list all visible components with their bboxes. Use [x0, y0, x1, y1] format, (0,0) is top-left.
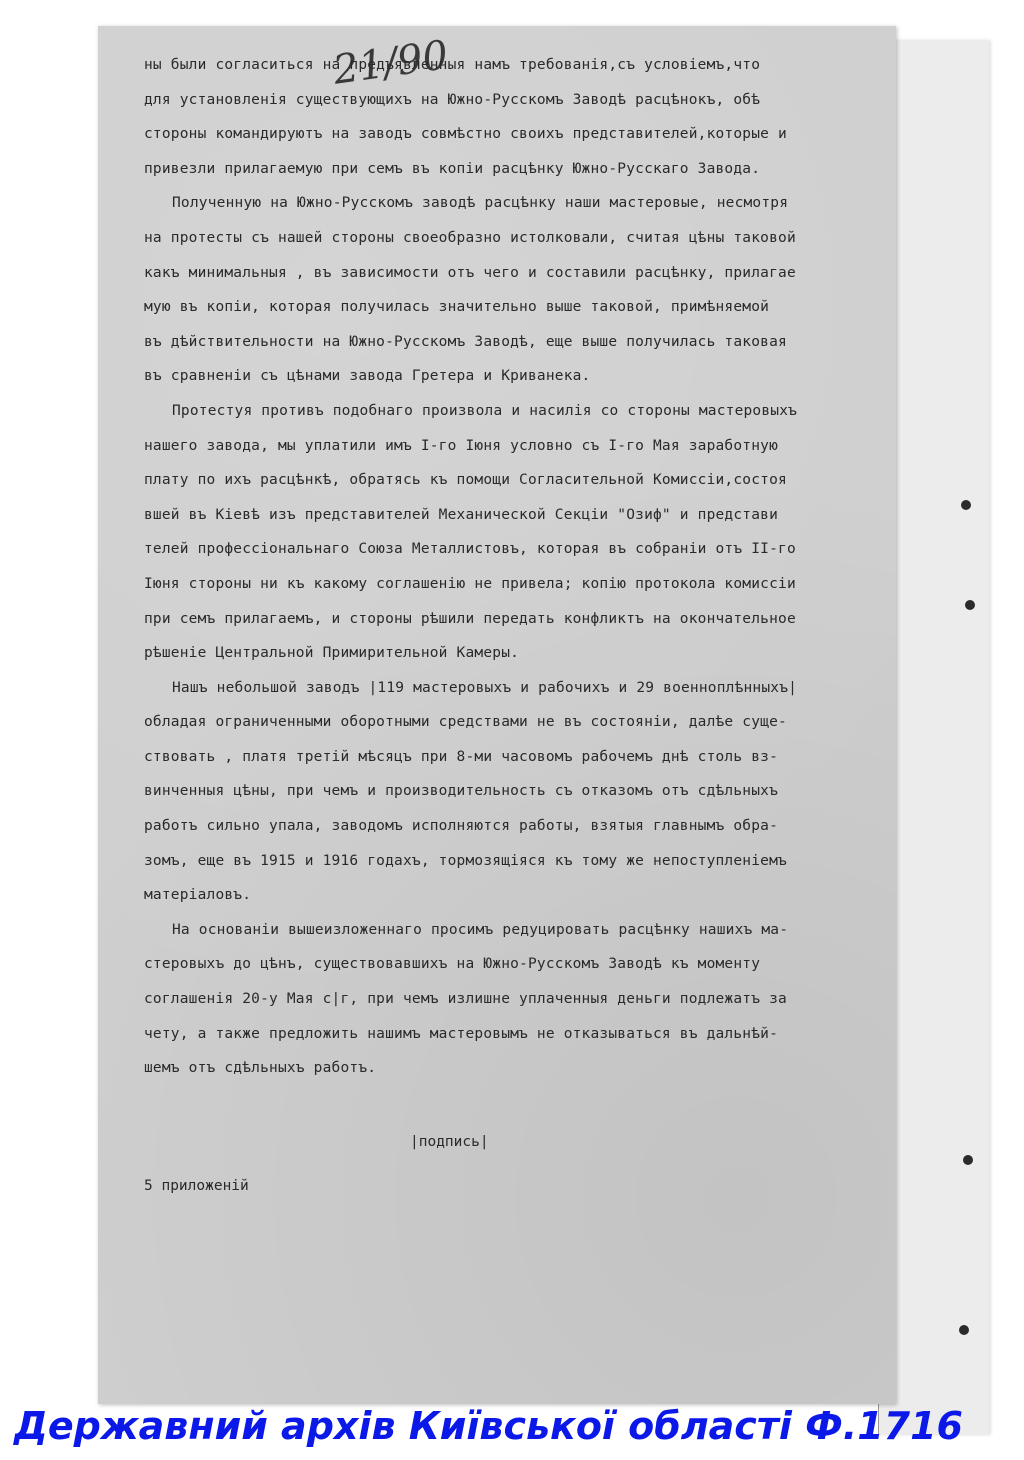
- text-line: вшей въ Кіевѣ изъ представителей Механической Секціи "Озиф" и представи: [144, 506, 779, 523]
- text-line: стеровыхъ до цѣнъ, существовавшихъ на Южно-Русскомъ Заводѣ къ моменту: [144, 956, 761, 973]
- document-body: [144, 48, 886, 1086]
- binder-hole: [959, 1325, 969, 1335]
- text-line: нашего завода, мы уплатили имъ I-го Іюня условно съ I-го Мая заработную: [144, 437, 779, 454]
- paragraph: [144, 48, 886, 186]
- text-line: матеріаловъ.: [144, 887, 252, 904]
- text-line: чету, а также предложить нашимъ мастеровымъ не отказываться въ дальнѣй-: [144, 1025, 779, 1042]
- text-line: на протесты съ нашей стороны своеобразно истолковали, считая цѣны таковой: [144, 229, 796, 246]
- text-line: На основаніи вышеизложеннаго просимъ редуцировать расцѣнку нашихъ ма-: [172, 921, 789, 938]
- text-line: какъ минимальныя , въ зависимости отъ чего и составили расцѣнку, прилагае: [144, 264, 796, 281]
- text-line: привезли прилагаемую при семъ въ копіи расцѣнку Южно-Русскаго Завода.: [144, 160, 761, 177]
- attachments-note: 5 приложеній: [144, 1178, 249, 1194]
- text-line: работъ сильно упала, заводомъ исполняются работы, взятыя главнымъ обра-: [144, 818, 779, 835]
- text-line: Іюня стороны ни къ какому соглашенію не привела; копію протокола комиссіи: [144, 575, 796, 592]
- text-line: зомъ, еще въ 1915 и 1916 годахъ, тормозящіяся къ тому же непоступленіемъ: [144, 852, 787, 869]
- paragraph: [144, 913, 886, 1086]
- signature-placeholder: |подпись|: [410, 1134, 489, 1150]
- text-line: соглашенія 20-у Мая с|г, при чемъ излишне уплаченныя деньги подлежатъ за: [144, 991, 787, 1008]
- text-line: шемъ отъ сдѣльныхъ работъ.: [144, 1060, 377, 1077]
- text-line: ны были согласиться на предъявленныя намъ требованія,съ условіемъ,что: [144, 57, 761, 73]
- document-page: [98, 26, 896, 1404]
- text-line: для установленія существующихъ на Южно-Русскомъ Заводѣ расцѣнокъ, обѣ: [144, 91, 761, 108]
- paragraph: [144, 186, 886, 394]
- text-line: Полученную на Южно-Русскомъ заводѣ расцѣнку наши мастеровые, несмотря: [172, 195, 789, 212]
- text-line: телей профессіональнаго Союза Металлистовъ, которая въ собраніи отъ II-го: [144, 541, 796, 558]
- text-line: въ сравненіи съ цѣнами завода Гретера и Криванека.: [144, 368, 591, 385]
- text-line: въ дѣйствительности на Южно-Русскомъ Заводѣ, еще выше получилась таковая: [144, 333, 787, 350]
- text-line: винченныя цѣны, при чемъ и производительность съ отказомъ отъ сдѣльныхъ: [144, 783, 779, 800]
- text-line: рѣшеніе Центральной Примирительной Камеры.: [144, 645, 520, 662]
- paragraph: [144, 394, 886, 671]
- text-line: при семъ прилагаемъ, и стороны рѣшили передать конфликтъ на окончательное: [144, 610, 796, 627]
- text-line: Нашъ небольшой заводъ |119 мастеровыхъ и рабочихъ и 29 военноплѣнныхъ|: [172, 679, 798, 696]
- text-line: плату по ихъ расцѣнкѣ, обратясь къ помощи Согласительной Комиссіи,состоя: [144, 472, 787, 489]
- binder-hole: [963, 1155, 973, 1165]
- text-line: обладая ограниченными оборотными средствами не въ состояніи, далѣе суще-: [144, 714, 787, 731]
- text-line: мую въ копіи, которая получилась значительно выше таковой, примѣняемой: [144, 299, 770, 316]
- text-line: стороны командируютъ на заводъ совмѣстно своихъ представителей,которые и: [144, 126, 787, 143]
- text-line: ствовать , платя третій мѣсяцъ при 8-ми часовомъ рабочемъ днѣ столь вз-: [144, 748, 779, 765]
- archive-caption: Державний архів Київської області Ф.1716: [14, 1404, 963, 1448]
- handwritten-page-number: 21/90: [330, 32, 451, 94]
- binder-hole: [965, 600, 975, 610]
- paragraph: [144, 671, 886, 913]
- binder-hole: [961, 500, 971, 510]
- text-line: Протестуя противъ подобнаго произвола и насилія со стороны мастеровыхъ: [172, 402, 798, 419]
